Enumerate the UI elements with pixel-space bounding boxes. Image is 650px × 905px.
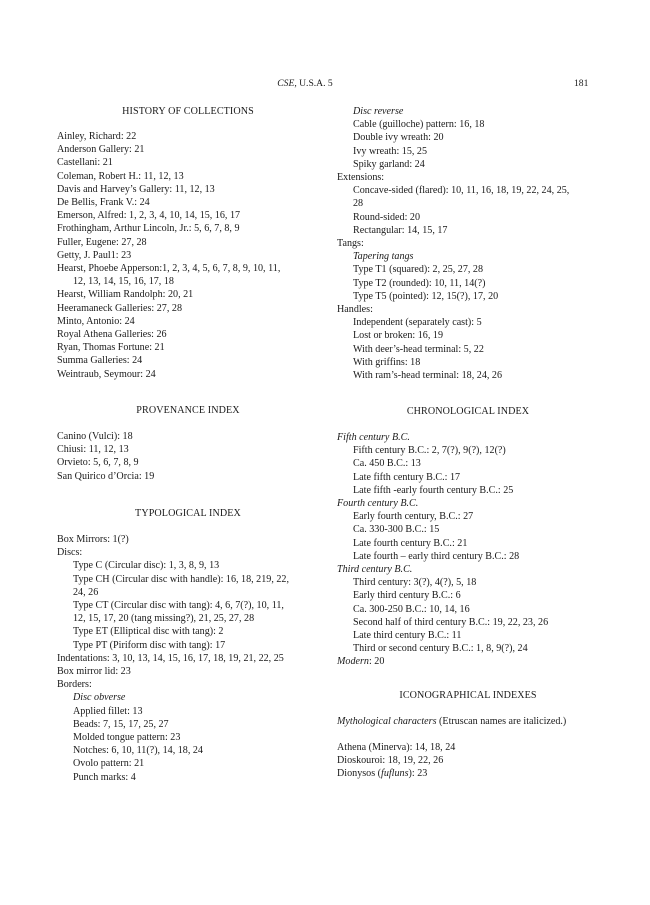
section-heading: PROVENANCE INDEX: [136, 405, 240, 416]
list-item: Type CT (Circular disc with tang): 4, 6, 7(?), 10, 11,: [73, 600, 284, 612]
list-item: Heeramaneck Galleries: 27, 28: [57, 302, 182, 314]
subheading: Disc obverse: [73, 692, 126, 704]
iconographical-indexes: [337, 689, 599, 702]
list-item: Box Mirrors: 1(?): [57, 534, 129, 545]
list-item: Discs:: [57, 547, 83, 559]
list-item: Handles:: [337, 304, 373, 316]
list-item: Independent (separately cast): 5: [353, 317, 482, 329]
list-item: Third century: 3(?), 4(?), 5, 18: [353, 577, 477, 589]
list-item: Chiusi: 11, 12, 13: [57, 444, 129, 456]
list-item: Summa Galleries: 24: [57, 355, 143, 367]
list-item-continuation: 28: [353, 198, 364, 210]
list-item: Type PT (Piriform disc with tang): 17: [73, 639, 226, 651]
list-item: Notches: 6, 10, 11(?), 14, 18, 24: [73, 745, 203, 757]
history-entries: [57, 130, 319, 381]
list-item-continuation: 12, 13, 14, 15, 16, 17, 18: [73, 276, 174, 288]
subheading: Mythological characters (Etruscan names are italicized.): [337, 716, 567, 727]
list-item: Late third century B.C.: 11: [353, 630, 462, 642]
list-item: With ram’s-head terminal: 18, 24, 26: [353, 370, 503, 382]
section-heading: ICONOGRAPHICAL INDEXES: [399, 690, 537, 701]
list-item: Lost or broken: 16, 19: [353, 330, 443, 342]
history-of-collections: [57, 105, 319, 118]
list-item: Punch marks: 4: [73, 771, 136, 783]
list-item: Hearst, Phoebe Apperson:1, 2, 3, 4, 5, 6, 7, 8, 9, 10, 11,: [57, 263, 281, 275]
list-item: Ivy wreath: 15, 25: [353, 145, 428, 157]
list-item: Minto, Antonio: 24: [57, 315, 135, 327]
list-item: Modern: 20: [337, 656, 385, 668]
list-item: Anderson Gallery: 21: [57, 144, 145, 156]
list-item: Double ivy wreath: 20: [353, 132, 444, 144]
list-item: Round-sided: 20: [353, 211, 421, 223]
list-item: Late fourth – early third century B.C.: 28: [353, 550, 520, 562]
list-item: San Quirico d’Orcia: 19: [57, 470, 155, 482]
list-item: Borders:: [57, 679, 92, 691]
section-heading: TYPOLOGICAL INDEX: [135, 508, 241, 519]
list-item: Late fifth -early fourth century B.C.: 25: [353, 484, 514, 496]
list-item: With deer’s-head terminal: 5, 22: [353, 343, 484, 355]
list-item: Emerson, Alfred: 1, 2, 3, 4, 10, 14, 15, 16, 17: [57, 210, 241, 222]
list-item: Ainley, Richard: 22: [57, 131, 137, 142]
list-item: Early third century B.C.: 6: [353, 590, 461, 602]
list-item: Getty, J. Paul1: 23: [57, 249, 132, 261]
list-item: Type T5 (pointed): 12, 15(?), 17, 20: [353, 290, 499, 302]
list-item: Canino (Vulci): 18: [57, 431, 133, 442]
section-heading: HISTORY OF COLLECTIONS: [122, 106, 254, 117]
list-item: Royal Athena Galleries: 26: [57, 329, 167, 341]
typological-entries: [57, 533, 319, 784]
list-item: Dioskouroi: 18, 19, 22, 26: [337, 755, 444, 767]
list-item: Late fourth century B.C.: 21: [353, 537, 468, 549]
chronological-entries: [337, 431, 599, 669]
list-item: Frothingham, Arthur Lincoln, Jr.: 5, 6, 7, 8, 9: [57, 223, 240, 235]
list-item: De Bellis, Frank V.: 24: [57, 197, 150, 209]
list-item: Weintraub, Seymour: 24: [57, 368, 156, 380]
subheading: Third century B.C.: [337, 564, 413, 576]
list-item: Castellani: 21: [57, 157, 113, 169]
list-item: Ovolo pattern: 21: [73, 758, 145, 770]
typological-continued: [337, 105, 599, 382]
subheading: Fifth century B.C.: [337, 432, 410, 443]
list-item: Ca. 330-300 B.C.: 15: [353, 524, 440, 536]
list-item: Type C (Circular disc): 1, 3, 8, 9, 13: [73, 560, 220, 572]
iconographical-entries: [337, 741, 599, 781]
list-item: Type T2 (rounded): 10, 11, 14(?): [353, 277, 486, 289]
list-item: Third or second century B.C.: 1, 8, 9(?), 24: [353, 643, 528, 655]
subheading: Disc reverse: [353, 106, 404, 117]
list-item: Dionysos (fufluns): 23: [337, 768, 428, 780]
list-item: Hearst, William Randolph: 20, 21: [57, 289, 194, 301]
list-item: Late fifth century B.C.: 17: [353, 471, 461, 483]
section-heading: CHRONOLOGICAL INDEX: [406, 406, 530, 417]
list-item: Spiky garland: 24: [353, 158, 425, 170]
list-item: Second half of third century B.C.: 19, 22, 23, 26: [353, 616, 549, 628]
list-item: Cable (guilloche) pattern: 16, 18: [353, 119, 485, 131]
list-item: Coleman, Robert H.: 11, 12, 13: [57, 170, 184, 182]
list-item: With griffins: 18: [353, 356, 421, 368]
list-item: Ca. 450 B.C.: 13: [353, 458, 421, 470]
list-item: Type T1 (squared): 2, 25, 27, 28: [353, 264, 484, 276]
provenance-entries: [57, 430, 319, 483]
page-number: 181: [574, 78, 589, 89]
chronological-index: [337, 405, 599, 418]
list-item: Molded tongue pattern: 23: [73, 732, 181, 744]
list-item: Extensions:: [337, 172, 385, 184]
typological-index: [57, 507, 319, 520]
list-item: Concave-sided (flared): 10, 11, 16, 18, 19, 22, 24, 25,: [353, 185, 570, 197]
subheading: Tapering tangs: [353, 251, 414, 263]
list-item: Beads: 7, 15, 17, 25, 27: [73, 718, 169, 730]
list-item: Athena (Minerva): 14, 18, 24: [337, 742, 456, 753]
list-item: Rectangular: 14, 15, 17: [353, 224, 448, 236]
list-item: Fifth century B.C.: 2, 7(?), 9(?), 12(?): [353, 445, 506, 457]
list-item: Early fourth century, B.C.: 27: [353, 511, 474, 523]
provenance-index: [57, 404, 319, 417]
list-item: Ryan, Thomas Fortune: 21: [57, 342, 165, 354]
list-item: Tangs:: [337, 238, 364, 250]
running-title: CSE, U.S.A. 5: [277, 78, 333, 89]
list-item: Indentations: 3, 10, 13, 14, 15, 16, 17, 18, 19, 21, 22, 25: [57, 652, 284, 664]
mythological-note: [337, 715, 599, 728]
list-item: Type ET (Elliptical disc with tang): 2: [73, 626, 224, 638]
list-item: Davis and Harvey’s Gallery: 11, 12, 13: [57, 183, 215, 195]
list-item: Orvieto: 5, 6, 7, 8, 9: [57, 457, 139, 469]
list-item-continuation: 24, 26: [73, 586, 99, 598]
list-item: Ca. 300-250 B.C.: 10, 14, 16: [353, 603, 470, 615]
subheading: Fourth century B.C.: [337, 498, 419, 510]
list-item: Fuller, Eugene: 27, 28: [57, 236, 147, 248]
list-item: Applied fillet: 13: [73, 705, 143, 717]
list-item: Type CH (Circular disc with handle): 16, 18, 219, 22,: [73, 573, 289, 585]
list-item-continuation: 12, 15, 17, 20 (tang missing?), 21, 25, 27, 28: [73, 613, 255, 625]
list-item: Box mirror lid: 23: [57, 666, 131, 678]
